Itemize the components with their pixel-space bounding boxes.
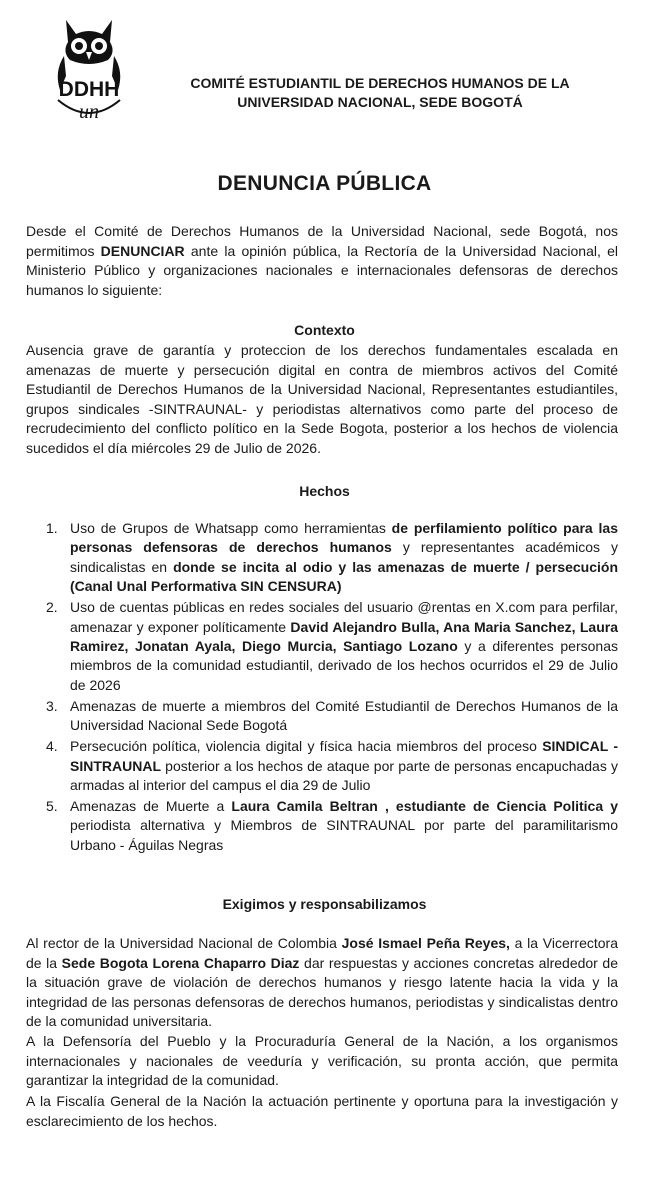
organization-name	[150, 74, 610, 112]
item-text: periodista alternativa y Miembros de SINTRAUNAL por parte del paramilitarismo Urbano - Águilas Negras	[70, 817, 618, 853]
hechos-heading: Hechos	[299, 483, 350, 499]
paragraph-text: dar respuestas y acciones concretas alrededor de la situación grave de violación de derechos humanos y riesgo latente hacia la vida y la integridad de las personas defensoras de derechos humanos, periodistas y sindicalistas dentro de la comunidad universitaria.	[26, 954, 619, 1029]
hechos-list	[26, 519, 618, 857]
exigimos-heading: Exigimos y responsabilizamos	[222, 896, 427, 912]
item-text: y a diferentes personas miembros de la comunidad estudiantil, derivado de los hechos ocurridos el 29 de Julio de 2026	[70, 638, 618, 693]
item-text: Amenazas de Muerte a	[70, 798, 232, 815]
org-line-1: COMITÉ ESTUDIANTIL DE DERECHOS HUMANOS DE LA	[190, 75, 570, 91]
item-bold: de perfilamiento político para las personas defensoras de derechos humanos	[70, 520, 618, 556]
exigimos-paragraph-1	[26, 934, 618, 1032]
item-number: 1.	[46, 520, 58, 536]
item-bold: David Alejandro Bulla, Ana Maria Sanchez, Laura Ramirez, Jonatan Ayala, Diego Murcia, Santiago Lozano	[70, 618, 618, 655]
document-title: DENUNCIA PÚBLICA	[217, 172, 432, 195]
item-number: 2.	[46, 599, 58, 616]
list-item	[26, 737, 618, 795]
intro-text-2: ante la opinión pública, la Rectoría de la Universidad Nacional, el Ministerio Público y organizaciones nacionales e internacionales defensoras de derechos humanos lo siguiente:	[26, 242, 618, 298]
item-number: 5.	[46, 798, 58, 815]
item-bold: Laura Camila Beltran , estudiante de Ciencia Politica y	[231, 798, 618, 815]
vicerrectora-name: Sede Bogota Lorena Chaparro Diaz	[61, 954, 300, 971]
item-number: 3.	[46, 697, 58, 714]
item-bold: donde se incita al odio y las amenazas de muerte / persecución (Canal Unal Performativa SIN CENSURA)	[70, 558, 619, 595]
item-number: 4.	[46, 738, 58, 755]
org-line-2: UNIVERSIDAD NACIONAL, SEDE BOGOTÁ	[237, 94, 523, 110]
paragraph-text: a la Vicerrectora de la	[26, 935, 618, 971]
ddhh-owl-logo	[52, 16, 126, 128]
paragraph-text: Al rector de la Universidad Nacional de Colombia	[26, 935, 342, 951]
item-text: Uso de Grupos de Whatsapp como herramientas	[70, 520, 392, 536]
logo-text: DDHH	[58, 78, 120, 101]
list-item	[26, 797, 618, 855]
list-item	[26, 697, 618, 736]
intro-bold: DENUNCIAR	[100, 242, 185, 259]
item-text: posterior a los hechos de ataque por parte de personas encapuchadas y armadas al interior del campus el dia 29 de Julio	[70, 757, 618, 794]
exigimos-paragraph-2: A la Defensoría del Pueblo y la Procuraduría General de la Nación, a los organismos internacionales y nacionales de veeduría y verificación, su pronta acción, que permita garantizar la integridad de la comunidad.	[26, 1033, 618, 1088]
item-text: Amenazas de muerte a miembros del Comité Estudiantil de Derechos Humanos de la Universidad Nacional Sede Bogotá	[70, 697, 618, 734]
exigimos-paragraph-3: A la Fiscalía General de la Nación la actuación pertinente y oportuna para la investigación y esclarecimiento de los hechos.	[26, 1093, 618, 1129]
logo-subtext: un	[79, 101, 99, 123]
item-text: Uso de cuentas públicas en redes sociales del usuario @rentas en X.com para perfilar, amenazar y exponer políticamente	[70, 599, 618, 635]
intro-paragraph	[26, 222, 618, 300]
item-text: Persecución política, violencia digital y física hacia miembros del proceso	[70, 738, 543, 755]
list-item	[26, 598, 618, 695]
item-bold: SINDICAL -SINTRAUNAL	[70, 738, 618, 774]
contexto-heading: Contexto	[294, 322, 355, 338]
list-item	[26, 519, 618, 597]
item-text: y representantes académicos y sindicalistas en	[70, 539, 618, 575]
intro-text: Desde el Comité de Derechos Humanos de la Universidad Nacional, sede Bogotá, nos permitimos	[26, 223, 618, 259]
rector-name: José Ismael Peña Reyes,	[341, 935, 510, 951]
contexto-paragraph: Ausencia grave de garantía y proteccion de los derechos fundamentales escalada en amenazas de muerte y persecución digital en contra de miembros activos del Comité Estudiantil de Derechos Humanos de la Universidad Nacional, Representantes estudiantiles, grupos sindicales -SINTRAUNAL- y periodistas alternativos como parte del proceso de recrudecimiento del conflicto político en la Sede Bogota, posterior a los hechos de violencia sucedidos el día miércoles 29 de Julio de 2026.	[26, 342, 618, 456]
